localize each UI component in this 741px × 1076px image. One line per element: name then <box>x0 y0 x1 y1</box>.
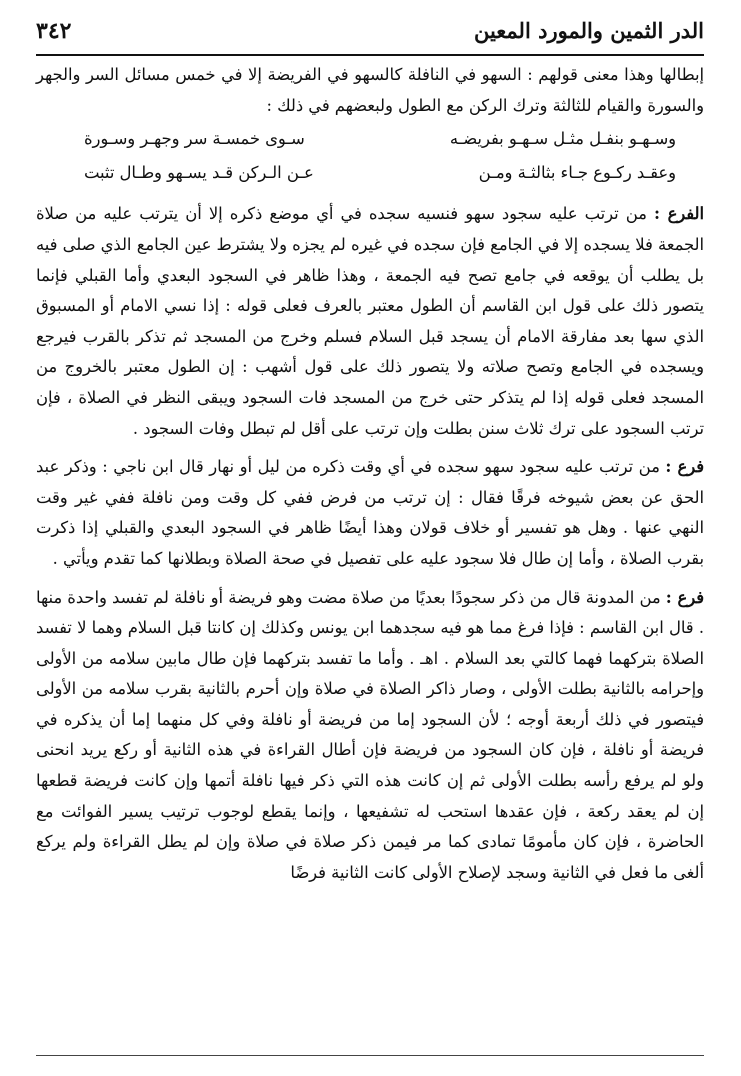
intro-paragraph: إبطالها وهذا معنى قولهم : السهو في النافلة كالسهو في الفريضة إلا في خمس مسائل السر والجهر والسورة والقيام للثالثة وترك الركن مع الطول ولبعضهم في ذلك : <box>36 65 704 115</box>
verse-hemistich-second: سـوى خمسـة سر وجهـر وسـورة <box>84 129 305 149</box>
paragraph-text: من ترتب عليه سجود سهو فنسيه سجده في أي موضع ذكره إلا أن يترتب عليه من صلاة الجمعة فلا يسجده إلا في الجامع فإن سجده في غيره لم يجزه ولا يشترط عين الجامع الذي صلى فيه بل يطلب أن يوقعه في جامع تصح فيه الجمعة ، وهذا ظاهر في السجود البعدي وأما القبلي فإنما يتصور ذلك على قول ابن القاسم أن الطول معتبر بالعرف فعلى قوله : إذا نسي الامام أو المسبوق الذي سها بعد مفارقة الامام أن يسجد قبل السلام فسلم وخرج من المسجد ثم تذكر بالقرب فيرجع ويسجده في الجامع وتصح صلاته ولا يتصور ذلك على قول أشهب : إن الطول معتبر بالخروج من المسجد فعلى قوله إذا لم يتذكر حتى خرج من المسجد فات السجود ويبقى النظر في الصلاة ، فإن ترتب السجود على ترك ثلاث سنن بطلت وإن ترتب على أقل لم تبطل وفات السجود . <box>36 204 704 438</box>
paragraph-far <box>36 452 704 574</box>
verse-hemistich-second: عـن الـركن قـد يسـهو وطـال تثبت <box>84 162 314 182</box>
paragraph-heading: فرع : <box>665 587 704 607</box>
paragraph-heading: الفرع : <box>653 204 704 224</box>
document-page <box>36 14 704 1064</box>
paragraph-heading: فرع : <box>665 457 705 477</box>
book-title: الدر الثمين والمورد المعين <box>473 18 704 43</box>
paragraph-far <box>36 583 704 889</box>
verse-hemistich-first: وسـهـو بنفـل مثـل سـهـو بفريضـه <box>449 129 676 149</box>
page-body <box>36 60 704 888</box>
paragraph-text: من المدونة قال من ذكر سجودًا بعديًا من صلاة مضت وهو فريضة أو نافلة لم تفسد واحدة منها . قال ابن القاسم : فإذا فرغ مما هو فيه سجدهما ابن يونس وكذلك إن كانتا قبل السلام وهما لا تفسد الصلاة بتركهما فهما كالتي بعد السلام . اهـ . وأما ما تفسد بتركهما فإن طال مابين سلامه من الأولى وإحرامه بالثانية بطلت الأولى ، وصار ذاكر الصلاة في صلاة وإن أحرم بالثانية بقرب سلامه من الأولى فيتصور في ذلك أربعة أوجه ؛ لأن السجود إما من فريضة أو نافلة وفي كل منهما إما أن يذكره في فريضة أو نافلة ، فإن كان السجود من فريضة فإن أطال القراءة في هذه الثانية أو ركع يريد انحنى ولو لم يرفع رأسه بطلت الأولى ثم إن كانت هذه التي ذكر فيها نافلة أتمها وإن كانت فريضة قطعها إن لم يعقد ركعة ، فإن عقدها استحب له تشفيعها ، وإنما يقطع لوجوب ترتيب يسير الفوائت مع الحاضرة ، فإن كان مأمومًا تمادى كما مر فيمن ذكر صلاة في صلاة وإن لم يطل القراءة ولم يركع ألغى ما فعل في الثانية وسجد لإصلاح الأولى كانت الثانية فرضًا <box>36 587 704 882</box>
verse-line <box>36 158 704 189</box>
verse-hemistich-first: وعقـد ركـوع جـاء بثالثـة ومـن <box>478 162 676 182</box>
paragraph-gap <box>36 191 704 199</box>
bottom-divider <box>36 1055 704 1056</box>
page-number: ٣٤٢ <box>36 18 72 44</box>
paragraph-far <box>36 199 704 444</box>
paragraph-gap <box>36 444 704 452</box>
verse-line <box>36 124 704 155</box>
page-header <box>36 14 704 56</box>
paragraph-gap <box>36 575 704 583</box>
paragraph-text: من ترتب عليه سجود سهو سجده في أي وقت ذكره من ليل أو نهار قال ابن ناجي : وذكر عبد الحق عن بعض شيوخه فرقًا فقال : إن ترتب من فرض ففي كل وقت ومن نافلة ففي غير وقت النهي عنها . وهل هو تفسير أو خلاف قولان وهذا أيضًا ظاهر في السجود البعدي والقبلي إذا ذكرت بقرب الصلاة ، وأما إن طال فلا سجود عليه على تفصيل في صحة الصلاة وبطلانها كما تقدم ويأتي . <box>36 457 704 568</box>
